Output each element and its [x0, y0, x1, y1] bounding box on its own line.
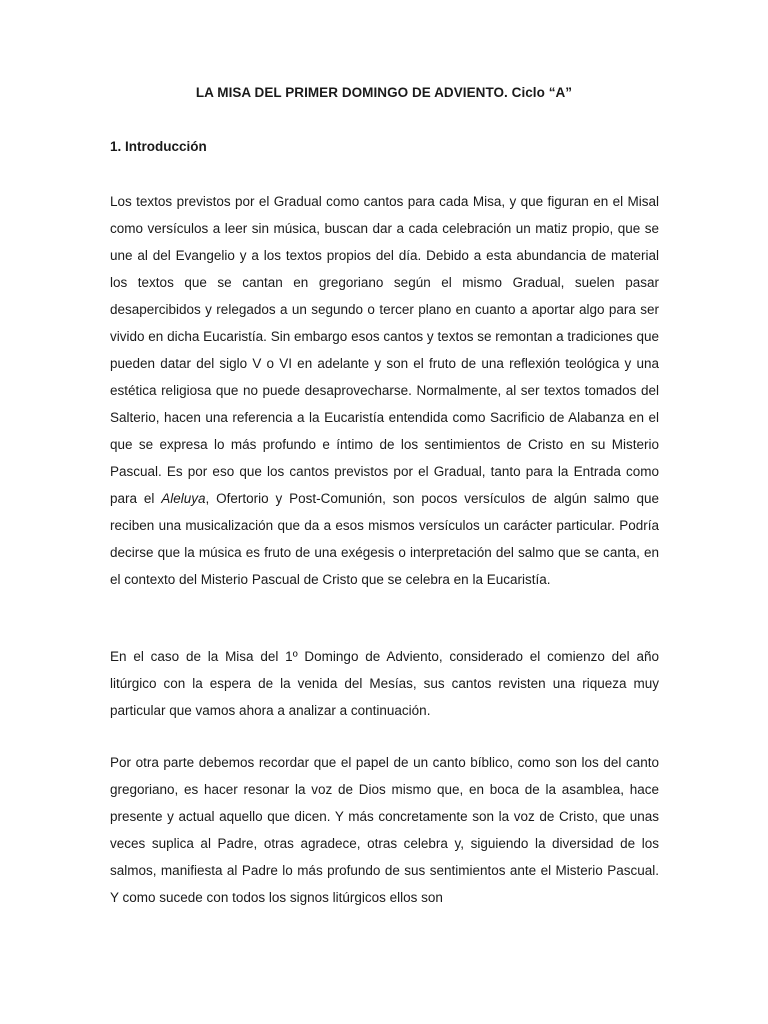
paragraph-intro-part1: Los textos previstos por el Gradual como cantos para cada Misa, y que figuran en el Misal como versículos a leer sin música, buscan dar a cada celebración un matiz propio, que se une al del Evangelio y a los textos propios del día. Debido a esta abundancia de material los textos que se cantan en gregoriano según el mismo Gradual, suelen pasar desapercibidos y relegados a un segundo o tercer plano en cuanto a aportar algo para ser vivido en dicha Eucaristía. Sin embargo esos cantos y textos se remontan a tradiciones que pueden datar del siglo V o VI en adelante y son el fruto de una reflexión teológica y una estética religiosa que no puede desaprovecharse. Normalmente, al ser textos tomados del Salterio, hacen una referencia a la Eucaristía entendida como Sacrificio de Alabanza en el que se expresa lo más profundo e íntimo de los sentimientos de Cristo en su Misterio Pascual. Es por eso que los cantos previstos por el Gradual, tanto para la Entrada como para el — [110, 194, 659, 506]
paragraph-intro-italic: Aleluya — [161, 491, 206, 506]
paragraph-adviento: En el caso de la Misa del 1º Domingo de Adviento, considerado el comienzo del año litúrgico con la espera de la venida del Mesías, sus cantos revisten una riqueza muy particular que vamos ahora a analizar a continuación. — [110, 649, 659, 718]
document-title: LA MISA DEL PRIMER DOMINGO DE ADVIENTO. Ciclo “A” — [195, 85, 573, 100]
paragraph-canto-biblico: Por otra parte debemos recordar que el papel de un canto bíblico, como son los del canto gregoriano, es hacer resonar la voz de Dios mismo que, en boca de la asamblea, hace presente y actual aquello que dicen. Y más concretamente son la voz de Cristo, que unas veces suplica al Padre, otras agradece, otras celebra y, siguiendo la diversidad de los salmos, manifiesta al Padre lo más profundo de sus sentimientos ante el Misterio Pascual. Y como sucede con todos los signos litúrgicos ellos son — [110, 755, 659, 905]
section-heading: 1. Introducción — [110, 139, 207, 154]
paragraph-intro — [110, 188, 659, 593]
paragraph-intro-part2: , Ofertorio y Post-Comunión, son pocos versículos de algún salmo que reciben una musicalización que da a esos mismos versículos un carácter particular. Podría decirse que la música es fruto de una exégesis o interpretación del salmo que se canta, en el contexto del Misterio Pascual de Cristo que se celebra en la Eucaristía. — [110, 491, 659, 587]
